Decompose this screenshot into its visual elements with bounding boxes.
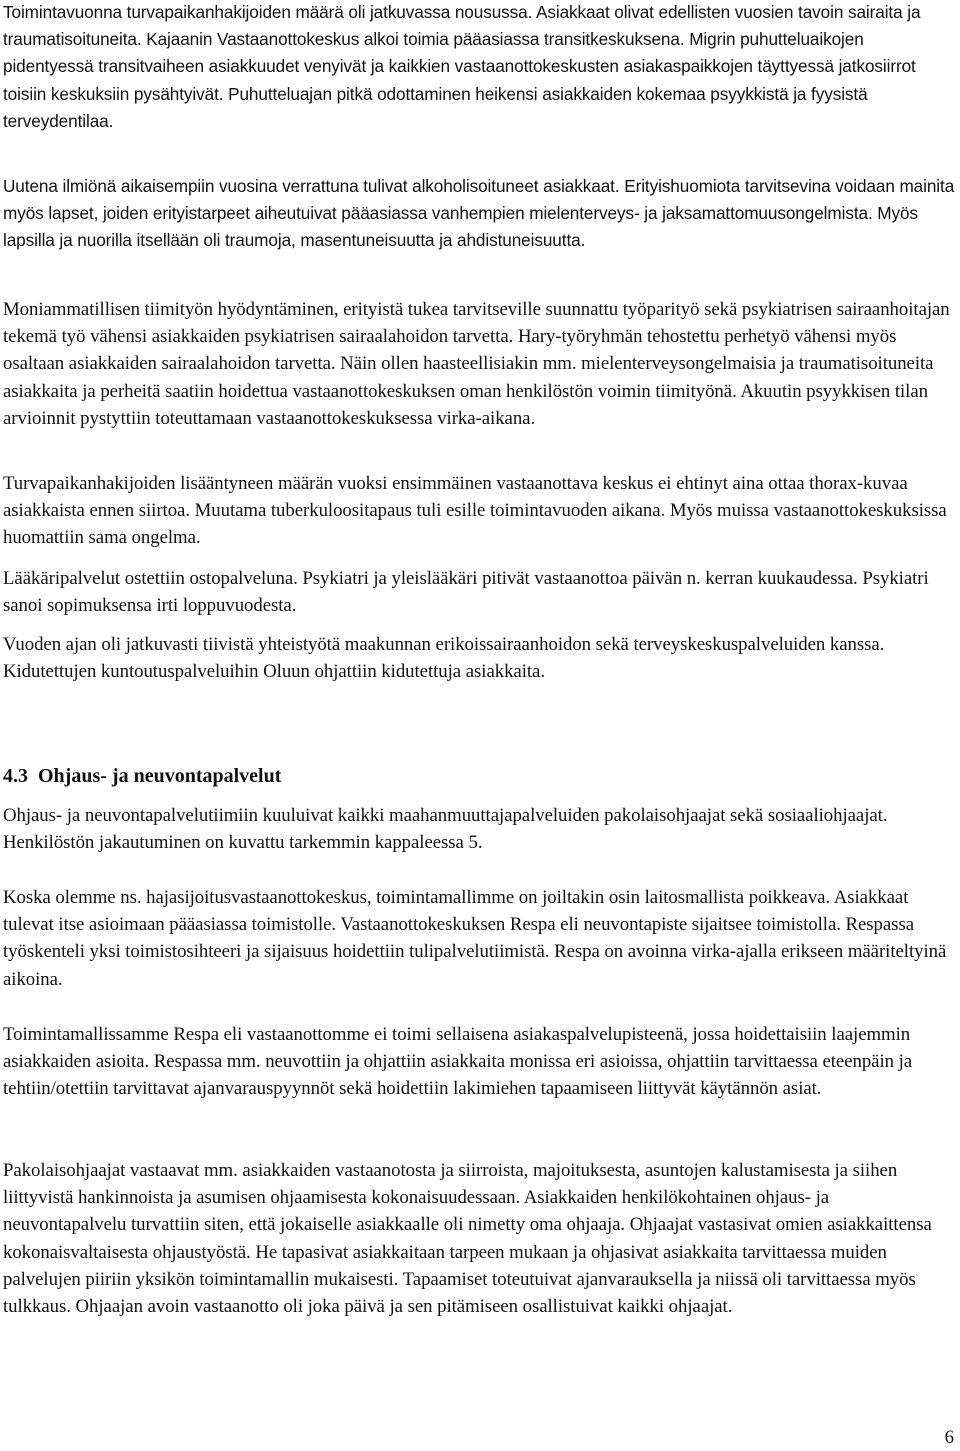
paragraph-guidance-team: Ohjaus- ja neuvontapalvelutiimiin kuuluivat kaikki maahanmuuttajapalveluiden pakolaisohjaajat sekä sosiaaliohjaajat. Henkilöstön jakautuminen on kuvattu tarkemmin kappaleessa 5. [3, 805, 888, 854]
page-number: 6 [944, 1427, 954, 1448]
paragraph-tuberculosis: Turvapaikanhakijoiden lisääntyneen määrän vuoksi ensimmäinen vastaanottava keskus ei ehtinyt aina ottaa thorax-kuvaa asiakkaista ennen siirtoa. Muutama tuberkuloositapaus tuli esille toimintavuoden aikana. Myös muissa vastaanottokeskuksissa huomattiin sama ongelma. [3, 473, 947, 549]
paragraph-asylum-seekers: Toimintavuonna turvapaikanhakijoiden määrä oli jatkuvassa nousussa. Asiakkaat olivat edellisten vuosien tavoin sairaita ja traumatisoituneita. Kajaanin Vastaanottokeskus alkoi toimia pääasiassa transitkeskuksena. Migrin puhutteluaikojen pidentyessä transitvaiheen asiakkuudet venyivät ja kaikkien vastaanottokeskusten asiakaspaikkojen täyttyessä jatkosiirrot toisiin keskuksiin pysähtyivät. Puhutteluajan pitkä odottaminen heikensi asiakkaiden kokemaa psyykkistä ja fyysistä terveydentilaa. [3, 2, 921, 131]
paragraph-multiprofessional-work: Moniammatillisen tiimityön hyödyntäminen, erityistä tukea tarvitseville suunnattu työparityö sekä psykiatrisen sairaanhoitajan tekemä työ vähensi asiakkaiden psykiatrisen sairaalahoidon tarvetta. Hary-työryhmän tehostettu perhetyö vähensi myös osaltaan asiakkaiden sairaalahoidon tarvetta. Näin ollen haasteellisiakin mm. mielenterveysongelmaisia ja traumatisoituneita asiakkaita ja perheitä saatiin hoidettua vastaanottokeskuksen oman henkilöstön voimin tiimityönä. Akuutin psyykkisen tilan arvioinnit pystyttiin toteuttamaan vastaanottokeskuksessa virka-aikana. [3, 299, 950, 429]
paragraph-cooperation: Vuoden ajan oli jatkuvasti tiivistä yhteistyötä maakunnan erikoissairaanhoidon sekä terveyskeskuspalveluiden kanssa. Kidutettujen kuntoutuspalveluihin Oluun ohjattiin kidutettuja asiakkaita. [3, 634, 885, 683]
section-title: Ohjaus- ja neuvontapalvelut [38, 765, 282, 787]
section-number: 4.3 [3, 765, 28, 787]
paragraph-operating-model: Toimintamallissamme Respa eli vastaanottomme ei toimi sellaisena asiakaspalvelupisteenä, jossa hoidettaisiin laajemmin asiakkaiden asioita. Respassa mm. neuvottiin ja ohjattiin asiakkaita monissa eri asioissa, ohjattiin tarvittaessa eteenpäin ja tehtiin/otettiin tarvittavat ajanvarauspyynnöt sekä hoidettiin lakimiehen tapaamiseen liittyvät käytännön asiat. [3, 1024, 913, 1100]
paragraph-doctor-services: Lääkäripalvelut ostettiin ostopalveluna. Psykiatri ja yleislääkäri pitivät vastaanottoa päivän n. kerran kuukaudessa. Psykiatri sanoi sopimuksensa irti loppuvuodesta. [3, 568, 929, 617]
section-heading [3, 762, 281, 790]
paragraph-new-phenomena: Uutena ilmiönä aikaisempiin vuosina verrattuna tulivat alkoholisoituneet asiakkaat. Erityishuomiota tarvitsevina voidaan mainita myös lapset, joiden erityistarpeet aiheutuivat pääasiassa vanhempien mielenterveys- ja jaksamattomuusongelmista. Myös lapsilla ja nuorilla itsellään oli traumoja, masentuneisuutta ja ahdistuneisuutta. [3, 176, 955, 251]
paragraph-refugee-counselors: Pakolaisohjaajat vastaavat mm. asiakkaiden vastaanotosta ja siirroista, majoituksesta, asuntojen kalustamisesta ja siihen liittyvistä hankinnoista ja asumisen ohjaamisesta kokonaisuudessaan. Asiakkaiden henkilökohtainen ohjaus- ja neuvontapalvelu turvattiin siten, että jokaiselle asiakkaalle oli nimetty oma ohjaaja. Ohjaajat vastasivat omien asiakkaittensa kokonaisvaltaisesta ohjaustyöstä. He tapasivat asiakkaitaan tarpeen mukaan ja ohjasivat asiakkaita tarvittaessa muiden palvelujen piiriin yksikön toimintamallin mukaisesti. Tapaamiset toteutuivat ajanvarauksella ja niissä oli tarvittaessa myös tulkkaus. Ohjaajan avoin vastaanotto oli joka päivä ja sen pitämiseen osallistuivat kaikki ohjaajat. [3, 1160, 932, 1318]
paragraph-respa: Koska olemme ns. hajasijoitusvastaanottokeskus, toimintamallimme on joiltakin osin laitosmallista poikkeava. Asiakkaat tulevat itse asioimaan pääasiassa toimistolle. Vastaanottokeskuksen Respa eli neuvontapiste sijaitsee toimistolla. Respassa työskenteli yksi toimistosihteeri ja sijaisuus hoidettiin tulipalvelutiimistä. Respa on avoinna virka-ajalla erikseen määriteltyinä aikoina. [3, 887, 947, 990]
